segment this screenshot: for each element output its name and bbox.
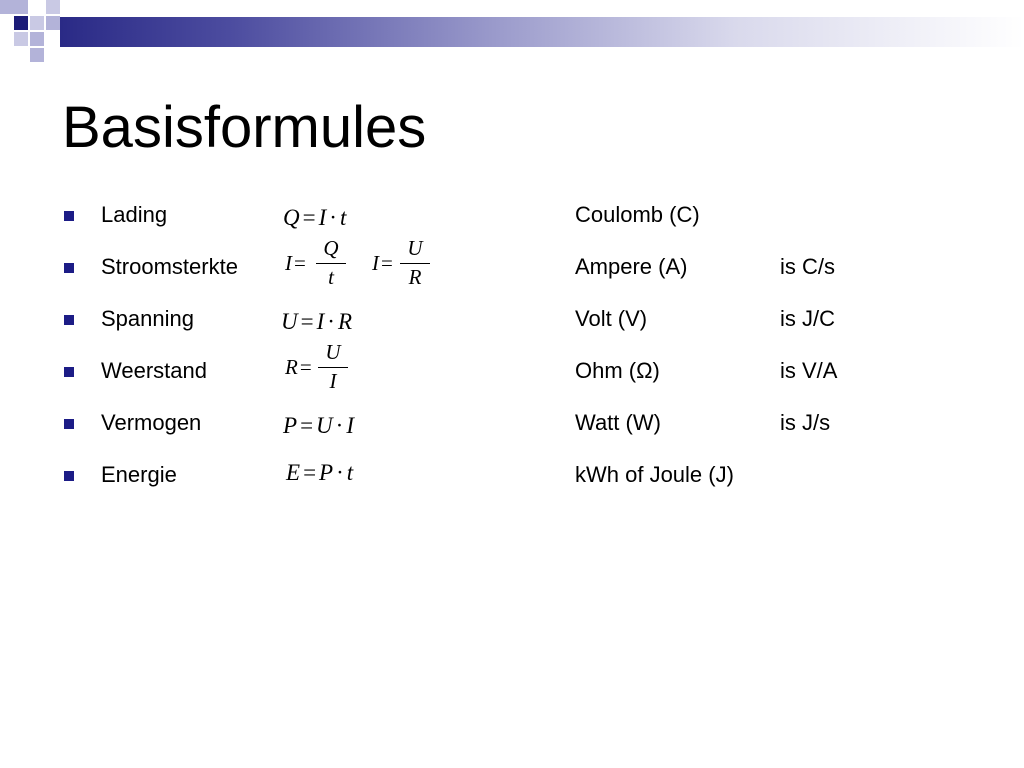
- deco-square: [30, 32, 44, 46]
- bullet-square-icon: [64, 211, 74, 221]
- header-gradient-bar: [60, 17, 1024, 47]
- formula-fraction: I= Q t: [285, 236, 345, 296]
- unit-relation: is C/s: [780, 254, 835, 279]
- bullet-square-icon: [64, 419, 74, 429]
- formula: U = I · R: [281, 309, 353, 334]
- list-item: [0, 236, 1024, 304]
- unit-label: Ohm (Ω): [575, 358, 660, 383]
- deco-square: [14, 32, 28, 46]
- deco-square: [14, 16, 28, 30]
- formula: P = U · I: [283, 413, 355, 438]
- slide-title: Basisformules: [62, 95, 427, 160]
- unit-label: Ampere (A): [575, 254, 688, 279]
- bullet-square-icon: [64, 471, 74, 481]
- quantity-label: Spanning: [101, 306, 194, 331]
- unit-label: kWh of Joule (J): [575, 462, 734, 487]
- list-item: [0, 340, 1024, 408]
- bullet-square-icon: [64, 263, 74, 273]
- list-item: [0, 408, 1024, 460]
- unit-label: Volt (V): [575, 306, 648, 331]
- deco-square: [0, 0, 28, 14]
- list-item: [0, 460, 1024, 512]
- quantity-label: Vermogen: [101, 410, 202, 435]
- deco-square: [30, 48, 44, 62]
- bullet-square-icon: [64, 367, 74, 377]
- formula: Q = I · t: [283, 205, 347, 230]
- unit-label: Coulomb (C): [575, 202, 700, 227]
- deco-square: [46, 0, 60, 14]
- quantity-label: Weerstand: [101, 358, 207, 383]
- unit-relation: is J/s: [780, 410, 831, 435]
- formula-fraction: R= U I: [285, 340, 355, 400]
- bullet-square-icon: [64, 315, 74, 325]
- list-item: [0, 304, 1024, 356]
- quantity-label: Stroomsterkte: [101, 254, 238, 279]
- quantity-label: Lading: [101, 202, 168, 227]
- formula: E = P · t: [286, 460, 354, 485]
- header-decoration: [0, 0, 1024, 62]
- list-item: [0, 200, 1024, 252]
- deco-square: [30, 16, 44, 30]
- formula-fraction: I= U R: [372, 236, 432, 296]
- unit-relation: is J/C: [780, 306, 835, 331]
- unit-relation: is V/A: [780, 358, 838, 383]
- unit-label: Watt (W): [575, 410, 661, 435]
- deco-square: [46, 16, 60, 30]
- quantity-label: Energie: [101, 462, 177, 487]
